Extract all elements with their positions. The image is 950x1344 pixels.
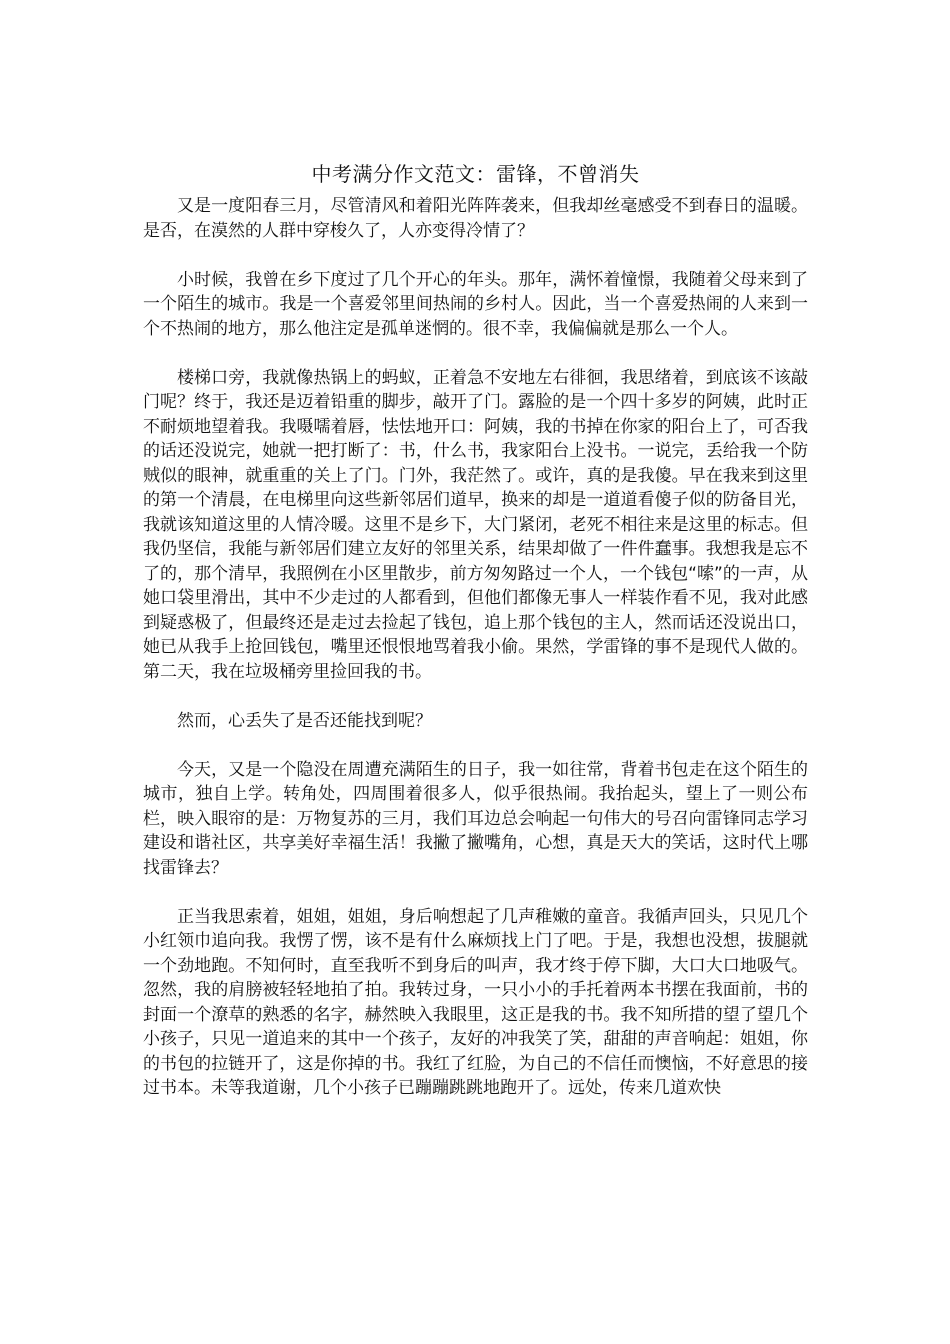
paragraph-2: 小时候，我曾在乡下度过了几个开心的年头。那年，满怀着憧憬，我随着父母来到了一个陌生的城市。我是一个喜爱邻里间热闹的乡村人。因此，当一个喜爱热闹的人来到一个不热闹的地方，那么他注定是孤单迷惘的。很不幸，我偏偏就是那么一个人。 bbox=[143, 269, 808, 339]
document-page bbox=[143, 160, 808, 1125]
paragraph-3: 楼梯口旁，我就像热锅上的蚂蚁，正着急不安地左右徘徊，我思绪着，到底该不该敲门呢？终于，我还是迈着铅重的脚步，敲开了门。露脸的是一个四十多岁的阿姨，此时正不耐烦地望着我。我嗫嚅着唇，怯怯地开口：阿姨，我的书掉在你家的阳台上了，可否我的话还没说完，她就一把打断了：书，什么书，我家阳台上没书。一说完，丢给我一个防贼似的眼神，就重重的关上了门。门外，我茫然了。或许，真的是我傻。早在我来到这里的第一个清晨，在电梯里向这些新邻居们道早，换来的却是一道道看傻子似的防备目光，我就该知道这里的人情冷暖。这里不是乡下，大门紧闭，老死不相往来是这里的标志。但我仍坚信，我能与新邻居们建立友好的邻里关系，结果却做了一件件蠢事。我想我是忘不了的，那个清早，我照例在小区里散步，前方匆匆路过一个人，一个钱包“嗦”的一声，从她口袋里滑出，其中不少走过的人都看到，但他们都像无事人一样装作看不见，我对此感到疑惑极了，但最终还是走过去捡起了钱包，追上那个钱包的主人，然而话还没说出口，她已从我手上抢回钱包，嘴里还恨恨地骂着我小偷。果然，学雷锋的事不是现代人做的。第二天，我在垃圾桶旁里捡回我的书。 bbox=[143, 367, 808, 682]
paragraph-5: 今天，又是一个隐没在周遭充满陌生的日子，我一如往常，背着书包走在这个陌生的城市，独自上学。转角处，四周围着很多人，似乎很热闹。我抬起头，望上了一则公布栏，映入眼帘的是：万物复苏的三月，我们耳边总会响起一句伟大的号召向雷锋同志学习建设和谐社区，共享美好幸福生活！我撇了撇嘴角，心想，真是天大的笑话，这时代上哪找雷锋去？ bbox=[143, 759, 808, 878]
paragraph-4: 然而，心丢失了是否还能找到呢？ bbox=[177, 710, 432, 731]
paragraph-6: 正当我思索着，姐姐，姐姐，身后响想起了几声稚嫩的童音。我循声回头，只见几个小红领巾追向我。我愣了愣，该不是有什么麻烦找上门了吧。于是，我想也没想，拔腿就一个劲地跑。不知何时，直至我听不到身后的叫声，我才终于停下脚，大口大口地吸气。忽然，我的肩膀被轻轻地拍了拍。我转过身，一只小小的手托着两本书摆在我面前，书的封面一个潦草的熟悉的名字，赫然映入我眼里，这正是我的书。我不知所措的望了望几个小孩子，只见一道追来的其中一个孩子，友好的冲我笑了笑，甜甜的声音响起：姐姐，你的书包的拉链开了，这是你掉的书。我红了红脸，为自己的不信任而懊恼，不好意思的接过书本。未等我道谢，几个小孩子已蹦蹦跳跳地跑开了。远处，传来几道欢快 bbox=[143, 906, 808, 1098]
paragraph-1: 又是一度阳春三月，尽管清风和着阳光阵阵袭来，但我却丝毫感受不到春日的温暖。是否，在漠然的人群中穿梭久了，人亦变得冷情了？ bbox=[143, 196, 808, 241]
document-title: 中考满分作文范文：雷锋，不曾消失 bbox=[311, 162, 640, 186]
